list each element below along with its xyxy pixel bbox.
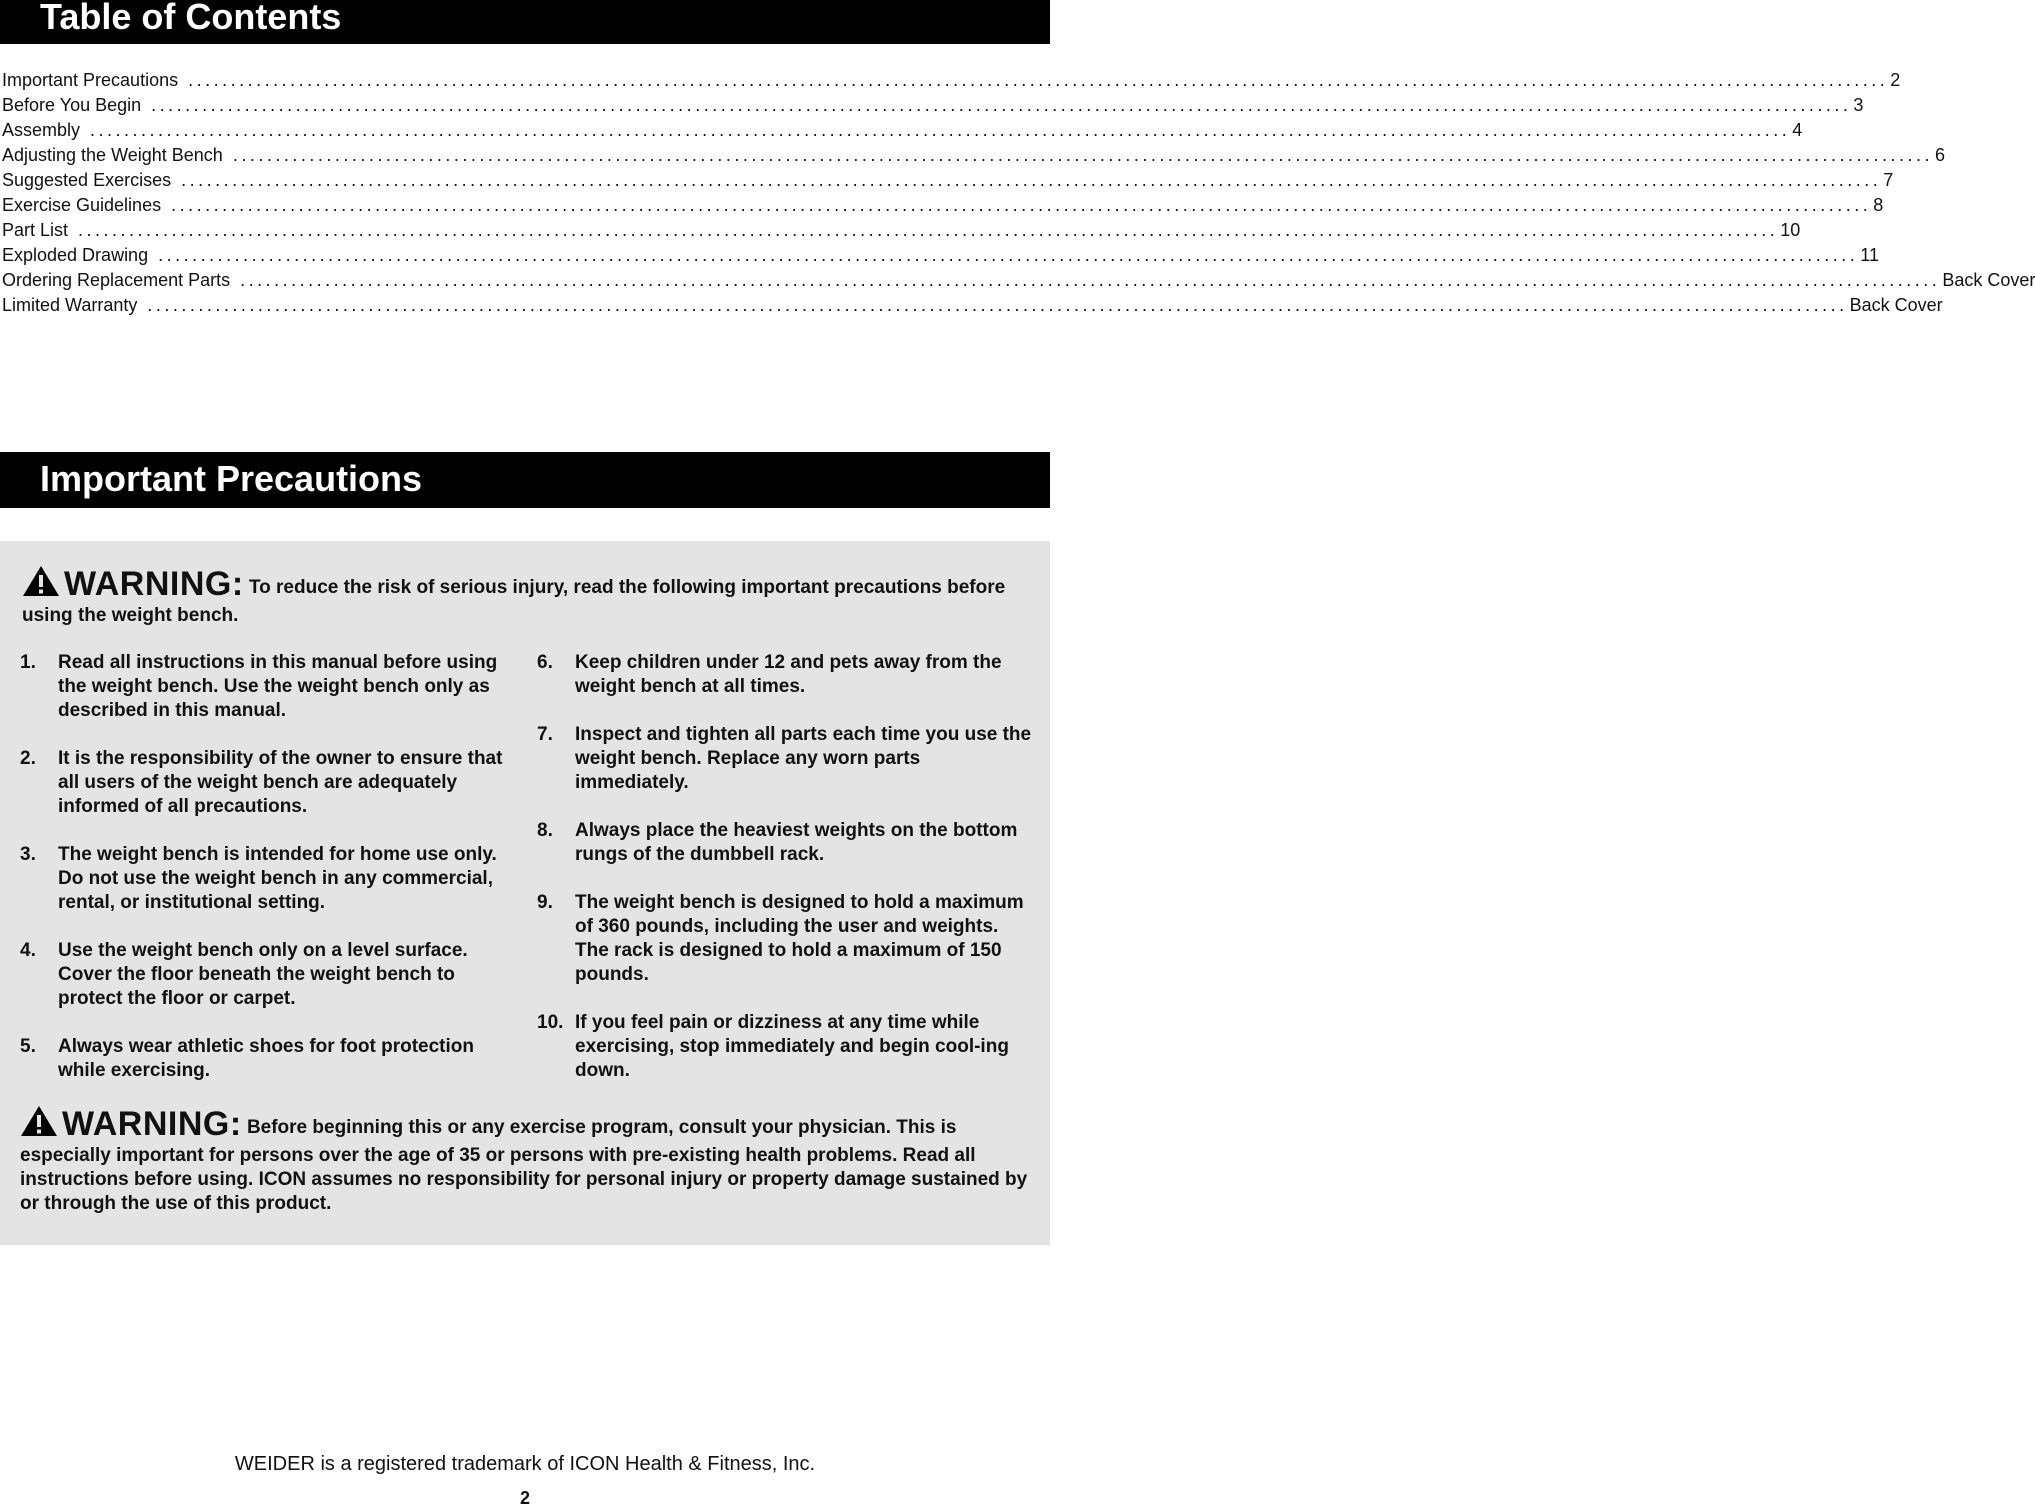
toc-entry-page: 7 [1883, 170, 1894, 190]
precaution-number: 7. [537, 724, 553, 745]
warning-label: WARNING: [62, 1105, 242, 1143]
toc-entry-title: Limited Warranty [2, 295, 138, 315]
warning-bottom [20, 1105, 1035, 1216]
page-number: 2 [519, 1488, 530, 1508]
toc-leader-dots: ........................................................................................................................................................................................................ [147, 295, 1848, 315]
precaution-number: 6. [537, 652, 553, 673]
toc-leader-dots: ........................................................................................................................................................................................................ [181, 170, 1882, 190]
toc-entry [2, 295, 1943, 320]
precaution-number: 5. [20, 1036, 36, 1057]
toc-leader-dots: ........................................................................................................................................................................................................ [78, 220, 1779, 240]
precaution-text: If you feel pain or dizziness at any time while exercising, stop immediately and begin cool-ing down. [575, 1012, 1009, 1081]
warning-triangle-icon [20, 1105, 58, 1144]
toc-leader-dots: ........................................................................................................................................................................................................ [240, 270, 1941, 290]
toc-entry-title: Before You Begin [2, 95, 142, 115]
precaution-item [537, 891, 1037, 987]
toc-leader-dots: ........................................................................................................................................................................................................ [90, 120, 1791, 140]
toc-entry-page: 10 [1780, 220, 1801, 240]
precaution-item [20, 843, 520, 915]
precaution-number: 4. [20, 940, 36, 961]
toc-entry-page: 6 [1935, 145, 1946, 165]
toc-entry-title: Suggested Exercises [2, 170, 172, 190]
toc-leader-dots: ........................................................................................................................................................................................................ [188, 70, 1889, 90]
precaution-text: Always wear athletic shoes for foot protection while exercising. [58, 1036, 474, 1081]
toc-entry-title: Important Precautions [2, 70, 179, 90]
toc-heading: Table of Contents [0, 0, 1050, 44]
toc-entry [2, 245, 1879, 270]
toc-entry [2, 95, 1864, 120]
toc-entry-page: Back Cover [1942, 270, 2035, 290]
precaution-item [20, 747, 520, 819]
precautions-heading: Important Precautions [0, 452, 1050, 508]
trademark-notice: WEIDER is a registered trademark of ICON Health & Fitness, Inc. [234, 1453, 816, 1475]
precaution-number: 8. [537, 820, 553, 841]
precaution-number: 1. [20, 652, 36, 673]
toc-entry-title: Part List [2, 220, 69, 240]
precaution-item [20, 1035, 520, 1083]
toc-leader-dots: ........................................................................................................................................................................................................ [158, 245, 1859, 265]
toc-entry [2, 220, 1801, 245]
toc-entry-page: 4 [1792, 120, 1803, 140]
precaution-text: The weight bench is intended for home use only. Do not use the weight bench in any commercial, rental, or institutional setting. [58, 844, 497, 913]
toc-entry-title: Adjusting the Weight Bench [2, 145, 223, 165]
toc-leader-dots: ........................................................................................................................................................................................................ [151, 95, 1852, 115]
precaution-item [20, 939, 520, 1011]
toc-leader-dots: ........................................................................................................................................................................................................ [232, 145, 1934, 165]
toc-entry-title: Exploded Drawing [2, 245, 149, 265]
warning-triangle-icon [22, 565, 60, 604]
toc-entry [2, 170, 1894, 195]
toc-entry [2, 70, 1901, 95]
toc-entry [2, 145, 1946, 170]
precaution-item [537, 651, 1037, 699]
precautions-panel [0, 541, 1050, 1245]
precaution-item [537, 723, 1037, 795]
warning-label: WARNING: [64, 565, 244, 603]
precaution-number: 9. [537, 892, 553, 913]
toc-entry-title: Exercise Guidelines [2, 195, 162, 215]
warning-text: To reduce the risk of serious injury, read the following important precautions before using the weight bench. [22, 577, 1006, 626]
precaution-item [20, 651, 520, 723]
toc-entry [2, 120, 1803, 145]
precaution-text: Inspect and tighten all parts each time you use the weight bench. Replace any worn parts immediately. [575, 724, 1032, 793]
toc-list [2, 70, 2035, 320]
toc-entry-page: 8 [1873, 195, 1884, 215]
toc-entry-page: 11 [1860, 245, 1879, 265]
precaution-text: Use the weight bench only on a level surface. Cover the floor beneath the weight bench to protect the floor or carpet. [58, 940, 468, 1009]
precaution-number: 2. [20, 748, 36, 769]
precaution-item [537, 819, 1037, 867]
precaution-text: Read all instructions in this manual before using the weight bench. Use the weight bench only as described in this manual. [58, 652, 498, 721]
toc-entry-title: Assembly [2, 120, 81, 140]
toc-entry-page: 2 [1890, 70, 1901, 90]
toc-entry [2, 195, 1884, 220]
warning-top [22, 565, 1042, 628]
precaution-text: Always place the heaviest weights on the bottom rungs of the dumbbell rack. [575, 820, 1018, 865]
precaution-text: The weight bench is designed to hold a maximum of 360 pounds, including the user and weights. The rack is designed to hold a maximum of 150 pounds. [575, 892, 1024, 985]
precaution-text: It is the responsibility of the owner to ensure that all users of the weight bench are adequately informed of all precautions. [58, 748, 503, 817]
precaution-number: 10. [537, 1012, 564, 1033]
precautions-column-left [20, 651, 520, 1107]
toc-entry-title: Ordering Replacement Parts [2, 270, 231, 290]
precaution-number: 3. [20, 844, 36, 865]
toc-entry-page: Back Cover [1849, 295, 1943, 315]
precaution-item [537, 1011, 1037, 1083]
warning-text: Before beginning this or any exercise program, consult your physician. This is especially important for persons over the age of 35 or persons with pre-existing health problems. Read all instructions before using. ICON assumes no responsibility for personal injury or property damage sustained by or through the use of this product. [20, 1117, 1028, 1214]
toc-entry-page: 3 [1853, 95, 1864, 115]
toc-entry [2, 270, 2035, 295]
precaution-text: Keep children under 12 and pets away from the weight bench at all times. [575, 652, 1002, 697]
precautions-column-right [537, 651, 1037, 1107]
toc-leader-dots: ........................................................................................................................................................................................................ [171, 195, 1872, 215]
